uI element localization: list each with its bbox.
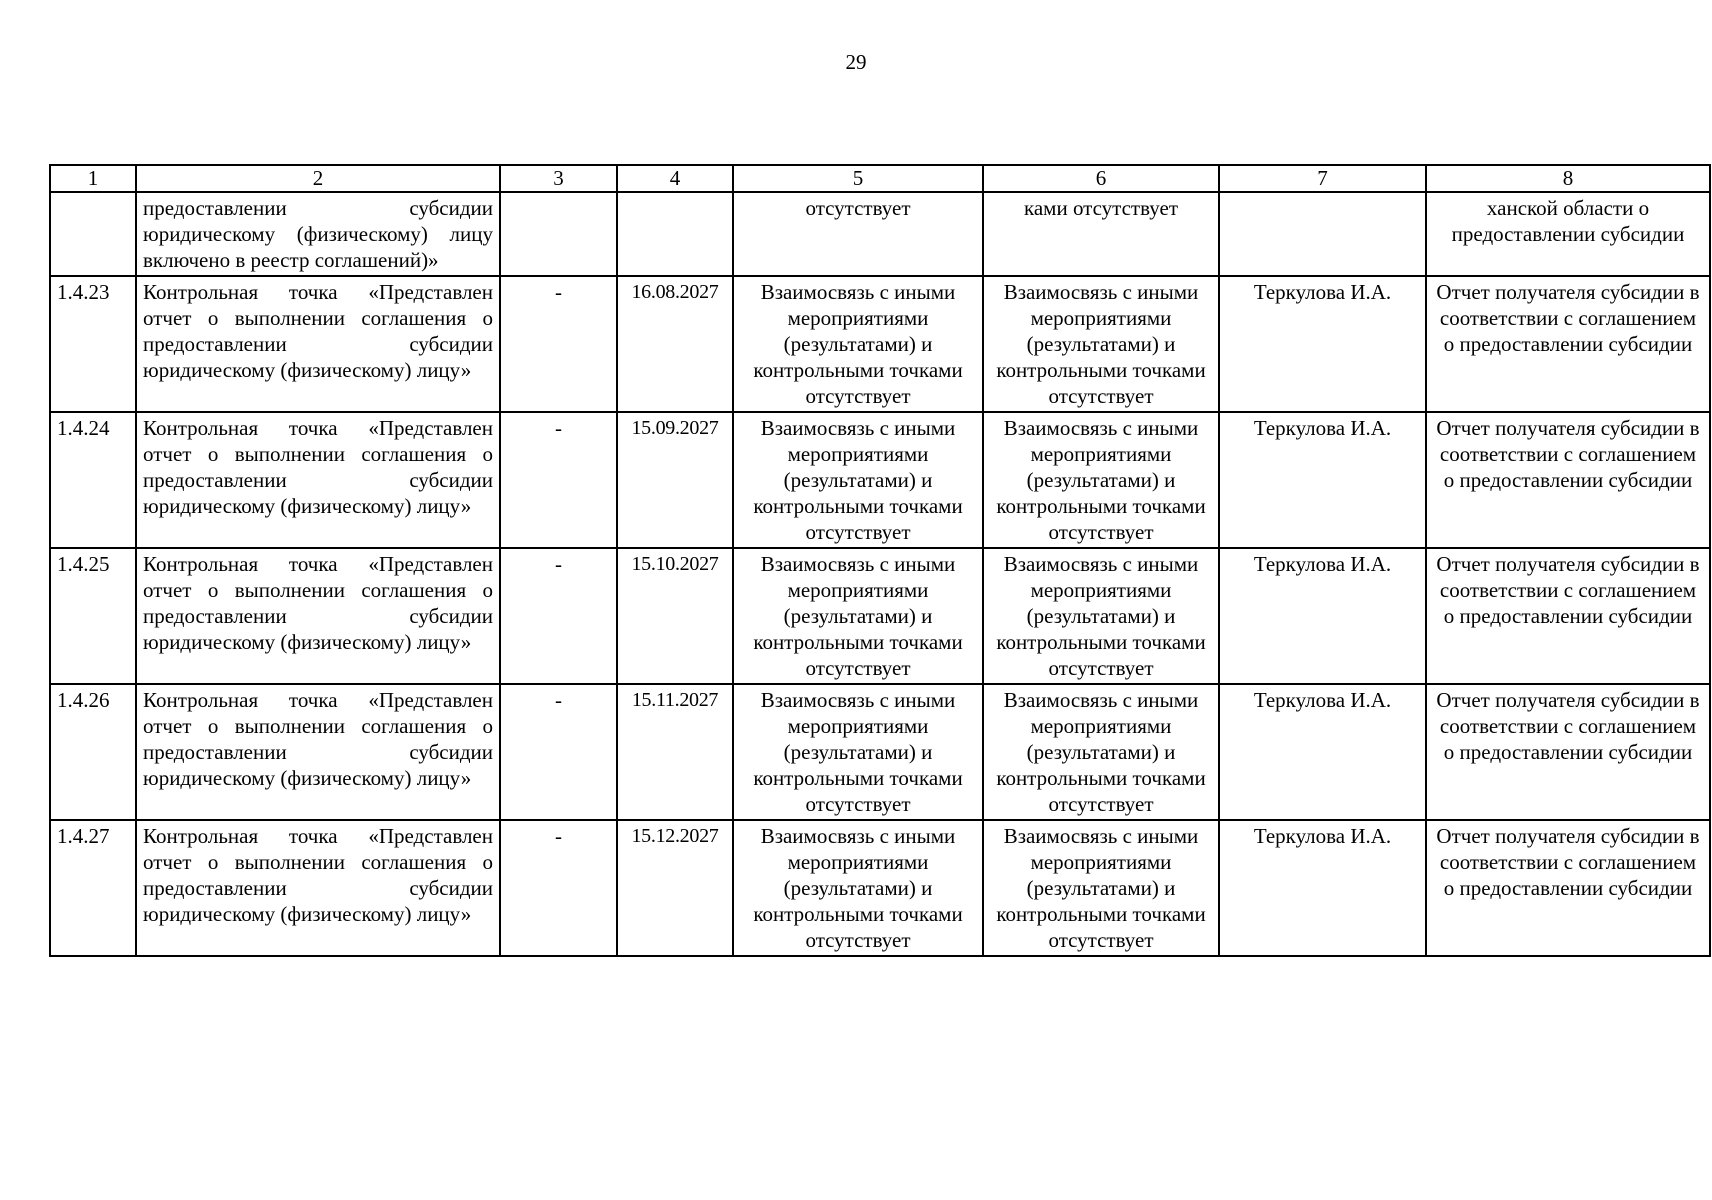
cell-name: Контрольная точка «Представлен отчет о выполнении соглашения о предоставлении субсидии юридическому (физическому) лицу» xyxy=(136,412,500,548)
cell-dash: - xyxy=(500,412,617,548)
cell-relation: отсутствует xyxy=(733,192,983,276)
cell-dash: - xyxy=(500,684,617,820)
cell-date: 15.11.2027 xyxy=(617,684,733,820)
cell-empty xyxy=(500,192,617,276)
cell-date: 15.12.2027 xyxy=(617,820,733,956)
table-row xyxy=(50,820,1710,956)
column-header: 7 xyxy=(1219,165,1426,192)
cell-document: ханской области о предоставлении субсидии xyxy=(1426,192,1710,276)
cell-relation: Взаимосвязь с иными мероприятиями (результатами) и контрольными точками отсутствует xyxy=(733,412,983,548)
cell-relation: Взаимосвязь с иными мероприятиями (результатами) и контрольными точками отсутствует xyxy=(733,548,983,684)
column-header: 6 xyxy=(983,165,1219,192)
cell-relation-2: Взаимосвязь с иными мероприятиями (результатами) и контрольными точками отсутствует xyxy=(983,684,1219,820)
column-header: 4 xyxy=(617,165,733,192)
cell-document: Отчет получателя субсидии в соответствии с соглашением о предоставлении субсидии xyxy=(1426,412,1710,548)
continuation-row xyxy=(50,192,1710,276)
cell-relation-2: Взаимосвязь с иными мероприятиями (результатами) и контрольными точками отсутствует xyxy=(983,276,1219,412)
table-row xyxy=(50,548,1710,684)
cell-number: 1.4.23 xyxy=(50,276,136,412)
page-number: 29 xyxy=(845,50,867,74)
plan-table xyxy=(49,164,1711,957)
cell-number: 1.4.26 xyxy=(50,684,136,820)
cell-dash: - xyxy=(500,820,617,956)
cell-responsible: Теркулова И.А. xyxy=(1219,548,1426,684)
column-header: 5 xyxy=(733,165,983,192)
table-row xyxy=(50,276,1710,412)
cell-dash: - xyxy=(500,276,617,412)
column-number-row xyxy=(50,165,1710,192)
cell-name: Контрольная точка «Представлен отчет о выполнении соглашения о предоставлении субсидии юридическому (физическому) лицу» xyxy=(136,684,500,820)
cell-responsible: Теркулова И.А. xyxy=(1219,412,1426,548)
cell-name: Контрольная точка «Представлен отчет о выполнении соглашения о предоставлении субсидии юридическому (физическому) лицу» xyxy=(136,820,500,956)
cell-responsible: Теркулова И.А. xyxy=(1219,684,1426,820)
cell-name: Контрольная точка «Представлен отчет о выполнении соглашения о предоставлении субсидии юридическому (физическому) лицу» xyxy=(136,276,500,412)
cell-date: 15.09.2027 xyxy=(617,412,733,548)
table-row xyxy=(50,684,1710,820)
cell-name: предоставлении субсидии юридическому (физическому) лицу включено в реестр соглашений)» xyxy=(136,192,500,276)
cell-empty xyxy=(1219,192,1426,276)
cell-responsible: Теркулова И.А. xyxy=(1219,276,1426,412)
cell-relation: Взаимосвязь с иными мероприятиями (результатами) и контрольными точками отсутствует xyxy=(733,276,983,412)
cell-responsible: Теркулова И.А. xyxy=(1219,820,1426,956)
cell-empty xyxy=(50,192,136,276)
cell-name: Контрольная точка «Представлен отчет о выполнении соглашения о предоставлении субсидии юридическому (физическому) лицу» xyxy=(136,548,500,684)
cell-document: Отчет получателя субсидии в соответствии с соглашением о предоставлении субсидии xyxy=(1426,276,1710,412)
cell-relation: Взаимосвязь с иными мероприятиями (результатами) и контрольными точками отсутствует xyxy=(733,684,983,820)
column-header: 3 xyxy=(500,165,617,192)
cell-number: 1.4.24 xyxy=(50,412,136,548)
cell-document: Отчет получателя субсидии в соответствии с соглашением о предоставлении субсидии xyxy=(1426,548,1710,684)
column-header: 1 xyxy=(50,165,136,192)
cell-document: Отчет получателя субсидии в соответствии с соглашением о предоставлении субсидии xyxy=(1426,820,1710,956)
cell-relation-2: ками отсутствует xyxy=(983,192,1219,276)
cell-date: 16.08.2027 xyxy=(617,276,733,412)
cell-relation-2: Взаимосвязь с иными мероприятиями (результатами) и контрольными точками отсутствует xyxy=(983,548,1219,684)
cell-relation: Взаимосвязь с иными мероприятиями (результатами) и контрольными точками отсутствует xyxy=(733,820,983,956)
column-header: 2 xyxy=(136,165,500,192)
cell-dash: - xyxy=(500,548,617,684)
cell-relation-2: Взаимосвязь с иными мероприятиями (результатами) и контрольными точками отсутствует xyxy=(983,820,1219,956)
cell-number: 1.4.25 xyxy=(50,548,136,684)
column-header: 8 xyxy=(1426,165,1710,192)
cell-number: 1.4.27 xyxy=(50,820,136,956)
cell-empty xyxy=(617,192,733,276)
cell-document: Отчет получателя субсидии в соответствии с соглашением о предоставлении субсидии xyxy=(1426,684,1710,820)
cell-date: 15.10.2027 xyxy=(617,548,733,684)
cell-relation-2: Взаимосвязь с иными мероприятиями (результатами) и контрольными точками отсутствует xyxy=(983,412,1219,548)
table-row xyxy=(50,412,1710,548)
